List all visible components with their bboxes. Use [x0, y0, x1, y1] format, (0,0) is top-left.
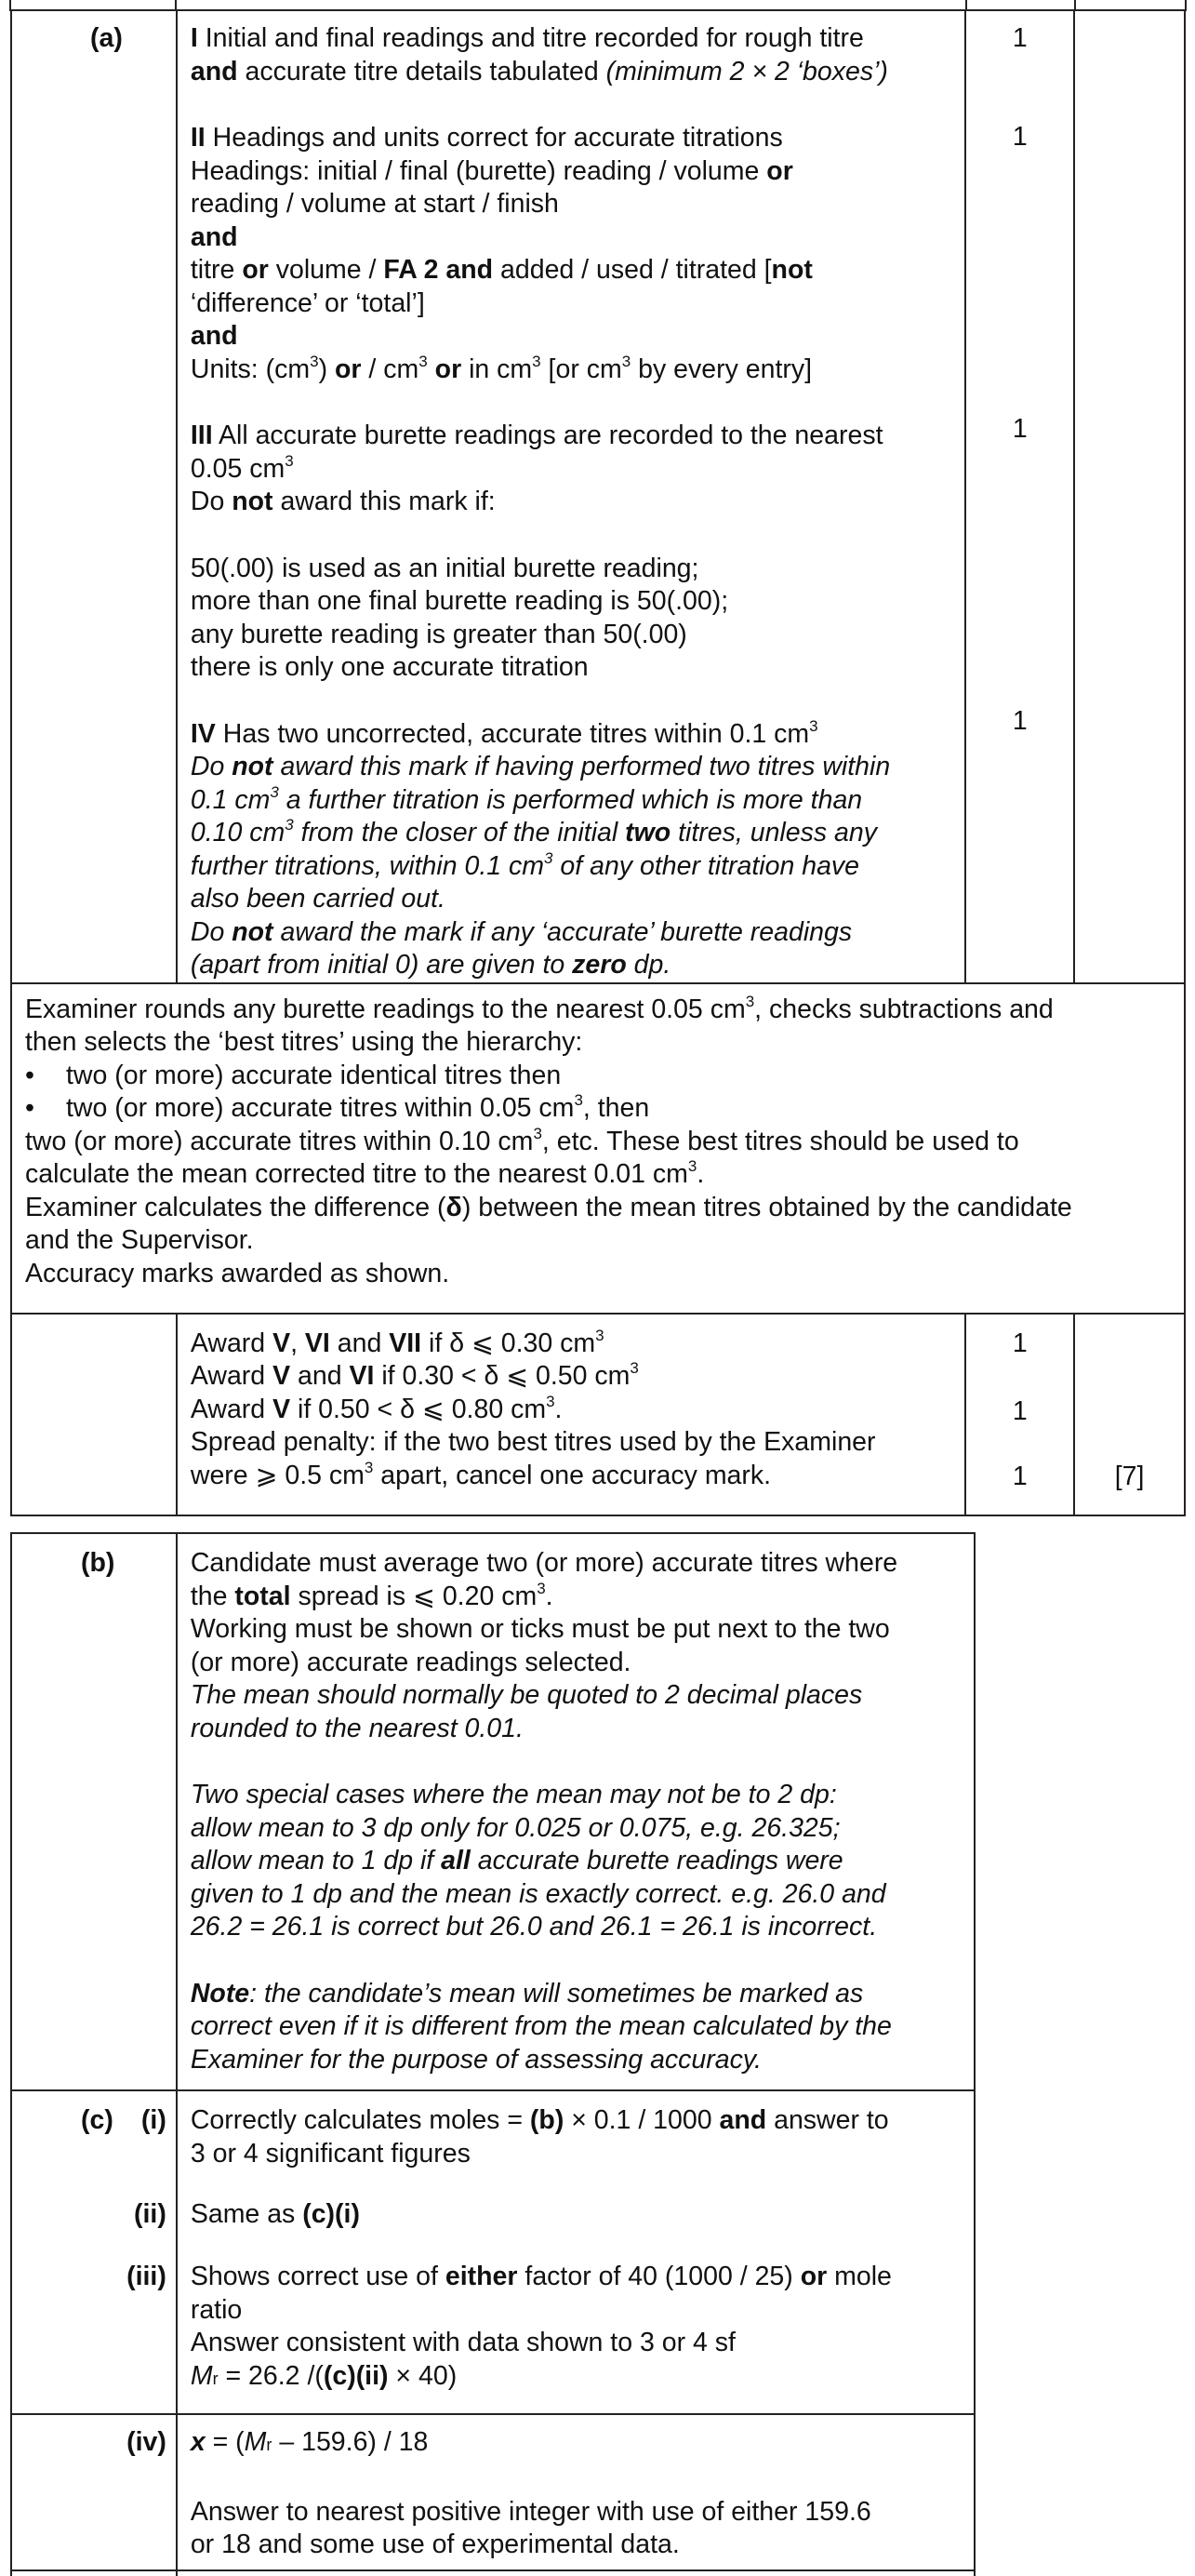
criterion-ii: II Headings and units correct for accurate titrations	[190, 123, 783, 153]
total-marks: [7]	[1114, 1461, 1145, 1491]
accuracy-criteria-cell: Award V, VI and VII if δ ⩽ 0.30 $cm^3$ Award V and VI if 0.30 < δ ⩽ 0.50 $cm^3$ Award V if 0.50 < δ ⩽ 0.80 $cm^3$. Spread penalty: if the two best titres used by the Examiner were ⩾ 0.5 $cm^3$ apart, cancel one accuracy mark.	[177, 1314, 966, 1515]
marks-cell	[965, 10, 1074, 983]
part-c-ii: Same as (c)(i)	[190, 2199, 360, 2229]
part-c-iv: x = (Mr – 159.6) / 18 Answer to nearest positive integer with use of either 159.6 or 18 and some use of experimental data.	[190, 2427, 871, 2559]
criteria-cell	[177, 2090, 975, 2414]
part-c-i-label: (i)	[140, 2105, 166, 2135]
part-label-cell	[11, 2090, 177, 2414]
accuracy-marks-cell	[965, 1314, 1074, 1515]
part-a-label: (a)	[90, 23, 123, 53]
accuracy-mark-vi: 1	[1012, 1395, 1028, 1426]
part-c-ii-label: (ii)	[134, 2199, 166, 2229]
criteria-cell: I Initial and final readings and titre recorded for rough titre and accurate titre details tabulated (minimum 2 × 2 ‘boxes’) II Headings and units correct for accurate titrations Headings: initial / final (burette) reading / volume or reading / volume at start / finish and titre or volume / FA 2 and added / used / titrated [not ‘difference’ or ‘total’] and Units: $(cm^3)$ or / $cm^3$ or in $cm^3$ [or $cm^3$ by every entry] III All accurate burette readings are recorded to the nearest 0.05 $cm^3$ Do not award this mark if: 50(.00) is used as an initial burette reading; more than one final burette reading is 50(.00); any burette reading is greater than 50(.00) there is only one accurate titration IV Has two uncorrected, accurate titres within 0.1 $cm^3$ Do not award this mark if having performed two titres within 0.1 $cm^3$ a further titration is performed which is more than 0.10 $cm^3$ from the closer of the initial two titres, unless any further titrations, within 0.1 $cm^3$ of any other titration have also been carried out. Do not award the mark if any ‘accurate’ burette readings (apart from initial 0) are given to zero dp.	[177, 10, 966, 983]
part-c-iii: Shows correct use of either factor of 40 (1000 / 25) or mole ratio Answer consistent with data shown to 3 or 4 sf Mr = 26.2 /((c)(ii) × 40)	[190, 2262, 892, 2391]
mark-ii: 1	[1012, 122, 1028, 152]
part-c-iii-label: (iii)	[126, 2262, 166, 2291]
mark-scheme-table-a	[10, 9, 1186, 1516]
total-cell	[1074, 10, 1185, 983]
part-b-label: (b)	[81, 1548, 115, 1578]
part-label-cell	[11, 2414, 177, 2570]
hierarchy-item: • two (or more) accurate identical titres then	[25, 1060, 562, 1090]
criterion-i: I Initial and final readings and titre recorded for rough titre	[190, 23, 864, 53]
hierarchy-item: • two (or more) accurate titres within 0.05 $cm^3$, then	[25, 1091, 650, 1123]
part-label-cell	[11, 1533, 177, 2090]
criteria-cell	[177, 2414, 975, 2570]
part-c-iv-label: (iv)	[126, 2427, 166, 2457]
part-c-i: Correctly calculates moles = (b) × 0.1 / 1000 and answer to 3 or 4 significant figures	[190, 2105, 889, 2169]
part-label-cell	[11, 10, 177, 983]
criterion-iv: IV Has two uncorrected, accurate titres within 0.1 $cm^3$	[190, 716, 818, 749]
examiner-notes-cell: Examiner rounds any burette readings to the nearest 0.05 $cm^3$, checks subtractions and then selects the ‘best titres’ using the hierarchy: • two (or more) accurate identical titres then • two (or more) accurate titres within 0.05 $cm^3$, then two (or more) accurate titres within 0.10 $cm^3$, etc. These best titres should be used to calculate the mean corrected titre to the nearest 0.01 $cm^3$. Examiner calculates the difference (δ) between the mean titres obtained by the candidate and the Supervisor. Accuracy marks awarded as shown.	[11, 983, 1185, 1314]
accuracy-mark-v: 1	[1012, 1328, 1028, 1358]
accuracy-mark-vii: 1	[1012, 1461, 1028, 1491]
criterion-iii: III All accurate burette readings are recorded to the nearest	[190, 420, 883, 450]
mark-iii: 1	[1012, 414, 1028, 444]
mark-iv: 1	[1012, 706, 1028, 736]
mark-i: 1	[1012, 23, 1028, 53]
total-cell	[1074, 1314, 1185, 1515]
part-c-label: (c)	[81, 2105, 113, 2135]
mark-scheme-table-bc	[10, 1532, 976, 2576]
criteria-cell: Candidate must average two (or more) accurate titres where the total spread is ⩽ 0.20 $cm^3$. Working must be shown or ticks must be put next to the two (or more) accurate readings selected. The mean should normally be quoted to 2 decimal places rounded to the nearest 0.01. Two special cases where the mean may not be to 2 dp: allow mean to 3 dp only for 0.025 or 0.075, e.g. 26.325; allow mean to 1 dp if all accurate burette readings were given to 1 dp and the mean is exactly correct. e.g. 26.0 and 26.2 = 26.1 is correct but 26.0 and 26.1 = 26.1 is incorrect. Note: the candidate’s mean will sometimes be marked as correct even if it is different from the mean calculated by the Examiner for the purpose of assessing accuracy.	[177, 1533, 975, 2090]
